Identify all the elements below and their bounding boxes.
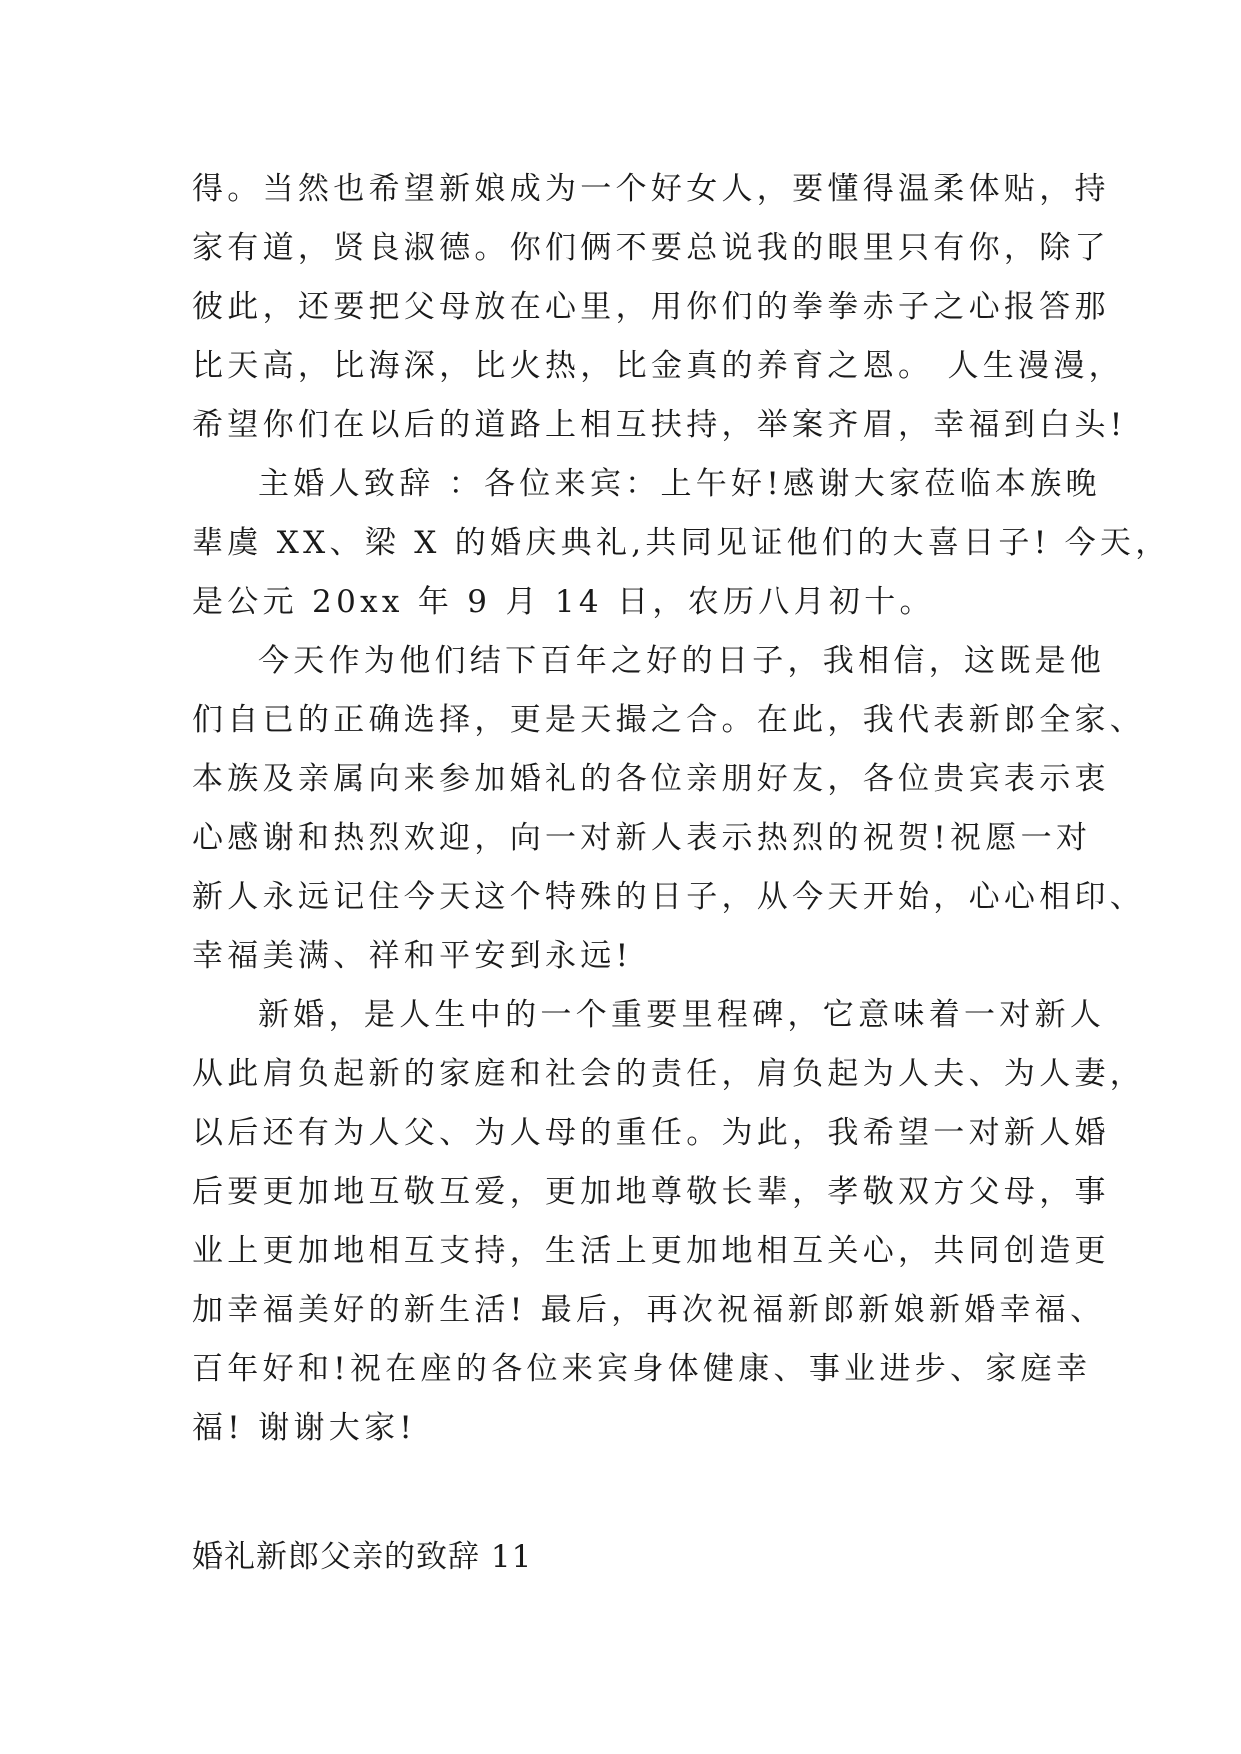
text-line: 后要更加地互敬互爱，更加地尊敬长辈，孝敬双方父母，事 [192, 1174, 1110, 1210]
text-line: 幸福美满、祥和平安到永远! [192, 938, 633, 974]
paragraph-4 [192, 986, 1146, 1458]
text-line: 今天作为他们结下百年之好的日子，我相信，这既是他 [258, 643, 1106, 679]
text-line: 以后还有为人父、为人母的重任。为此，我希望一对新人婚 [192, 1115, 1110, 1151]
text-line: 福! 谢谢大家! [192, 1410, 417, 1446]
paragraph-1 [192, 160, 1127, 455]
text-line: 本族及亲属向来参加婚礼的各位亲朋好友，各位贵宾表示衷 [192, 761, 1110, 797]
text-line: 家有道，贤良淑德。你们俩不要总说我的眼里只有你，除了 [192, 230, 1110, 266]
paragraph-3 [192, 632, 1146, 986]
text-line: 辈虞 XX、梁 X 的婚庆典礼,共同见证他们的大喜日子! 今天， [192, 525, 1171, 561]
text-line: 从此肩负起新的家庭和社会的责任，肩负起为人夫、为人妻， [192, 1056, 1146, 1092]
text-line: 比天高，比海深，比火热，比金真的养育之恩。 人生漫漫， [192, 348, 1124, 384]
text-line: 们自已的正确选择，更是天撮之合。在此，我代表新郎全家、 [192, 702, 1146, 738]
text-line: 百年好和!祝在座的各位来宾身体健康、事业进步、家庭幸 [192, 1351, 1092, 1387]
text-line: 新人永远记住今天这个特殊的日子，从今天开始，心心相印、 [192, 879, 1146, 915]
text-line: 加幸福美好的新生活! 最后，再次祝福新郎新娘新婚幸福、 [192, 1292, 1106, 1328]
document-body [192, 160, 1171, 1587]
paragraph-2 [192, 455, 1171, 632]
text-line: 得。当然也希望新娘成为一个好女人，要懂得温柔体贴，持 [192, 171, 1110, 207]
spacer [192, 1458, 1072, 1528]
text-line: 是公元 20xx 年 9 月 14 日，农历八月初十。 [192, 584, 935, 620]
text-line: 业上更加地相互支持，生活上更加地相互关心，共同创造更 [192, 1233, 1110, 1269]
section-heading: 婚礼新郎父亲的致辞 11 [192, 1539, 533, 1575]
text-line: 彼此，还要把父母放在心里，用你们的拳拳赤子之心报答那 [192, 289, 1110, 325]
text-line: 主婚人致辞 ：各位来宾：上午好!感谢大家莅临本族晚 [258, 466, 1101, 502]
text-line: 希望你们在以后的道路上相互扶持，举案齐眉，幸福到白头! [192, 407, 1127, 443]
text-line: 新婚，是人生中的一个重要里程碑，它意味着一对新人 [258, 997, 1106, 1033]
text-line: 心感谢和热烈欢迎，向一对新人表示热烈的祝贺!祝愿一对 [192, 820, 1092, 856]
